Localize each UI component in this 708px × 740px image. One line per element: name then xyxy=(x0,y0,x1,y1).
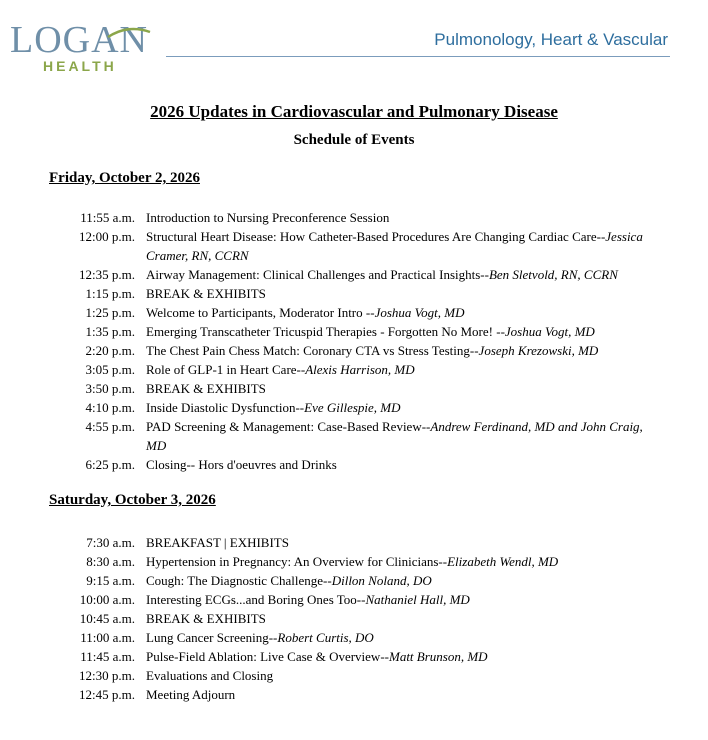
event-title: Evaluations and Closing xyxy=(146,668,274,683)
speaker: Alexis Harrison, MD xyxy=(305,362,415,377)
schedule-row xyxy=(0,666,708,685)
schedule-row xyxy=(0,417,708,455)
time: 2:20 p.m. xyxy=(85,343,135,358)
time: 11:00 a.m. xyxy=(80,630,135,645)
speaker: Robert Curtis, DO xyxy=(277,630,374,645)
schedule-row xyxy=(0,533,708,552)
speaker: Dillon Noland, DO xyxy=(331,573,432,588)
speaker: Elizabeth Wendl, MD xyxy=(447,554,559,569)
speaker: Eve Gillespie, MD xyxy=(304,400,401,415)
event-title: BREAK & EXHIBITS xyxy=(146,611,266,626)
event xyxy=(146,360,666,379)
time: 9:15 a.m. xyxy=(86,573,135,588)
day-heading-friday: Friday, October 2, 2026 xyxy=(49,170,200,186)
event-title: Pulse-Field Ablation: Live Case & Overview-- xyxy=(146,649,389,664)
event xyxy=(146,284,666,303)
time: 11:45 a.m. xyxy=(80,649,135,664)
event-title: Airway Management: Clinical Challenges and Practical Insights-- xyxy=(146,267,489,282)
time: 10:45 a.m. xyxy=(79,611,135,626)
logan-health-logo xyxy=(10,20,160,76)
schedule-row xyxy=(0,379,708,398)
speaker: Ben Sletvold, RN, CCRN xyxy=(488,267,618,282)
event xyxy=(146,647,666,666)
logo-wordmark: LOGAN xyxy=(10,19,148,61)
time: 7:30 a.m. xyxy=(86,535,135,550)
event xyxy=(146,455,666,474)
schedule-row xyxy=(0,628,708,647)
event xyxy=(146,322,666,341)
event-title: BREAKFAST | EXHIBITS xyxy=(146,535,289,550)
speaker: Matt Brunson, MD xyxy=(388,649,488,664)
document-title: 2026 Updates in Cardiovascular and Pulmonary Disease xyxy=(150,102,558,121)
time: 1:15 p.m. xyxy=(85,286,135,301)
event-title: Lung Cancer Screening-- xyxy=(146,630,278,645)
schedule-row xyxy=(0,647,708,666)
event-title: BREAK & EXHIBITS xyxy=(146,381,266,396)
event-title: Meeting Adjourn xyxy=(146,687,236,702)
speaker: Joseph Krezowski, MD xyxy=(478,343,599,358)
time: 12:45 p.m. xyxy=(79,687,135,702)
event-title: The Chest Pain Chess Match: Coronary CTA vs Stress Testing-- xyxy=(146,343,479,358)
event-title: PAD Screening & Management: Case-Based Review-- xyxy=(146,419,431,434)
event-title: Closing-- Hors d'oeuvres and Drinks xyxy=(146,457,337,472)
time: 8:30 a.m. xyxy=(86,554,135,569)
event xyxy=(146,590,666,609)
event xyxy=(146,571,666,590)
time: 4:10 p.m. xyxy=(85,400,135,415)
schedule-row xyxy=(0,552,708,571)
event xyxy=(146,265,666,284)
day-heading-saturday: Saturday, October 3, 2026 xyxy=(49,492,216,508)
schedule-row xyxy=(0,284,708,303)
speaker: Nathaniel Hall, MD xyxy=(365,592,470,607)
event xyxy=(146,533,666,552)
event-title: Introduction to Nursing Preconference Session xyxy=(146,210,390,225)
schedule-row xyxy=(0,685,708,704)
schedule-row xyxy=(0,398,708,417)
schedule-row xyxy=(0,341,708,360)
time: 12:30 p.m. xyxy=(79,668,135,683)
event-title: Structural Heart Disease: How Catheter-Based Procedures Are Changing Cardiac Care-- xyxy=(146,229,606,244)
time: 1:25 p.m. xyxy=(85,305,135,320)
event xyxy=(146,685,666,704)
schedule-row xyxy=(0,455,708,474)
schedule-row xyxy=(0,227,708,265)
speaker: Joshua Vogt, MD xyxy=(504,324,595,339)
schedule-row xyxy=(0,360,708,379)
schedule-row xyxy=(0,609,708,628)
event xyxy=(146,341,666,360)
schedule-row xyxy=(0,265,708,284)
event-title: Cough: The Diagnostic Challenge-- xyxy=(146,573,332,588)
event-title: BREAK & EXHIBITS xyxy=(146,286,266,301)
time: 3:50 p.m. xyxy=(85,381,135,396)
schedule-row xyxy=(0,303,708,322)
time: 1:35 p.m. xyxy=(85,324,135,339)
event-title: Emerging Transcatheter Tricuspid Therapies - Forgotten No More! -- xyxy=(146,324,505,339)
time: 4:55 p.m. xyxy=(85,419,135,434)
time: 10:00 a.m. xyxy=(79,592,135,607)
event xyxy=(146,379,666,398)
schedule-row xyxy=(0,208,708,227)
event xyxy=(146,303,666,322)
time: 3:05 p.m. xyxy=(85,362,135,377)
event xyxy=(146,417,666,455)
logo-subtext: HEALTH xyxy=(43,58,117,74)
header-divider xyxy=(166,56,670,57)
event xyxy=(146,208,666,227)
event xyxy=(146,609,666,628)
event xyxy=(146,398,666,417)
event-title: Welcome to Participants, Moderator Intro -- xyxy=(146,305,375,320)
event-title: Role of GLP-1 in Heart Care-- xyxy=(146,362,306,377)
event xyxy=(146,666,666,685)
time: 12:35 p.m. xyxy=(79,267,135,282)
time: 6:25 p.m. xyxy=(85,457,135,472)
schedule-friday xyxy=(0,208,708,474)
speaker: Andrew Ferdinand, MD and John Craig, MD xyxy=(146,419,643,453)
event xyxy=(146,552,666,571)
department-name: Pulmonology, Heart & Vascular xyxy=(434,30,668,49)
speaker: Jessica Cramer, RN, CCRN xyxy=(146,229,643,263)
document-subtitle: Schedule of Events xyxy=(293,132,415,148)
schedule-row xyxy=(0,571,708,590)
schedule-row xyxy=(0,322,708,341)
event xyxy=(146,628,666,647)
event xyxy=(146,227,666,265)
event-title: Inside Diastolic Dysfunction-- xyxy=(146,400,305,415)
event-title: Interesting ECGs...and Boring Ones Too-- xyxy=(146,592,366,607)
event-title: Hypertension in Pregnancy: An Overview for Clinicians-- xyxy=(146,554,448,569)
schedule-row xyxy=(0,590,708,609)
logo-swoosh-icon xyxy=(106,26,152,40)
speaker: Joshua Vogt, MD xyxy=(374,305,465,320)
time: 12:00 p.m. xyxy=(79,229,135,244)
time: 11:55 a.m. xyxy=(80,210,135,225)
schedule-saturday xyxy=(0,533,708,704)
